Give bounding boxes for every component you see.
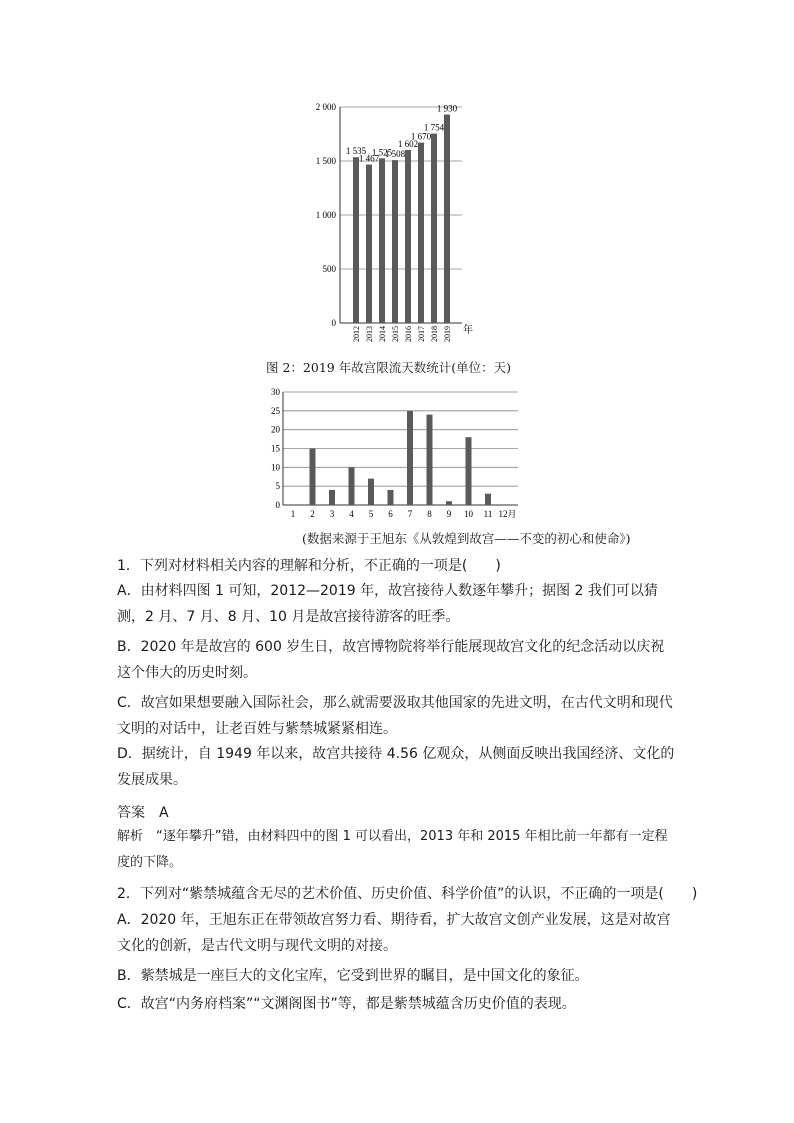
x-tick-label: 2017: [417, 326, 426, 342]
q2-option-a: A．2020 年，王旭东正在带领故宫努力看、期待看，扩大故宫文创产业发展，这是对故宫文化的创新，是古代文明与现代文明的对接。: [117, 912, 671, 954]
bar: [444, 115, 450, 323]
y-tick-label: 15: [271, 443, 280, 454]
x-tick-label: 5: [368, 509, 374, 519]
q2-stem: 2．下列对“紫禁城蕴含无尽的艺术价值、历史价值、科学价值”的认识，不正确的一项是( ): [117, 886, 698, 902]
y-tick-label: 1 000: [315, 210, 336, 220]
source-note: (数据来源于王旭东《从敦煌到故宫——不变的初心和使命》): [302, 531, 631, 546]
x-tick-label: 8: [427, 509, 432, 519]
x-tick-label: 7: [407, 509, 413, 519]
bar: [427, 415, 433, 505]
y-tick-label: 20: [271, 424, 280, 435]
y-tick-label: 2 000: [315, 102, 336, 112]
bar: [392, 160, 398, 323]
value-label: 1 602: [397, 138, 419, 149]
x-tick-label: 2019: [443, 326, 452, 342]
x-tick-label: 10: [464, 509, 473, 519]
x-tick-label: 12月: [498, 509, 517, 519]
q1-option-a: A．由材料四图 1 可知，2012—2019 年，故宫接待人数逐年攀升；据图 2 我们可以猜测，2 月、7 月、8 月、10 月是故宫接待游客的旺季。: [117, 583, 658, 625]
bar: [405, 150, 411, 323]
x-tick-label: 2018: [430, 326, 439, 342]
x-tick-label: 2016: [404, 326, 413, 342]
q1-stem: 1．下列对材料相关内容的理解和分析，不正确的一项是( ): [117, 558, 501, 574]
value-label: 1 508: [384, 149, 406, 160]
q1-answer: 答案 A: [117, 805, 169, 821]
x-tick-label: 11: [483, 509, 493, 519]
x-axis-label: 年: [463, 325, 473, 336]
q2-option-b: B．紫禁城是一座巨大的文化宝库，它受到世界的瞩目，是中国文化的象征。: [117, 968, 589, 984]
x-tick-label: 4: [349, 509, 354, 519]
bar: [418, 143, 424, 323]
charts-svg: [0, 0, 794, 560]
value-label: 1 670: [410, 131, 432, 142]
bar: [368, 479, 374, 505]
chart-limit-days-2019: [271, 387, 518, 519]
figure2-caption: 图 2：2019 年故宫限流天数统计(单位：天): [266, 360, 511, 375]
bar: [353, 157, 359, 323]
value-label: 1 930: [436, 103, 458, 114]
bar: [446, 501, 452, 505]
bar: [366, 165, 372, 323]
y-tick-label: 0: [331, 318, 336, 328]
y-tick-label: 1 500: [315, 156, 336, 166]
value-label: 1 535: [345, 146, 367, 157]
y-tick-label: 25: [271, 405, 280, 416]
bar: [349, 467, 355, 505]
y-tick-label: 5: [275, 481, 280, 492]
bar: [485, 494, 491, 505]
y-tick-label: 0: [275, 500, 280, 510]
q1-analysis: 解析 “逐年攀升”错，由材料四中的图 1 可以看出，2013 年和 2015 年相比前一年都有一定程度的下降。: [117, 829, 668, 870]
x-tick-label: 3: [329, 509, 335, 519]
chart-visitors-by-year: [316, 102, 473, 342]
bar: [310, 449, 316, 506]
x-tick-label: 6: [388, 509, 393, 519]
x-tick-label: 1: [290, 509, 296, 519]
y-tick-label: 30: [271, 387, 280, 397]
bar: [466, 437, 472, 505]
value-label: 1 467: [358, 153, 380, 164]
bar: [379, 158, 385, 323]
bar: [431, 134, 437, 323]
x-tick-label: 2014: [378, 326, 387, 342]
bar: [407, 411, 413, 505]
q2-option-c: C．故宫“内务府档案”“文渊阁图书”等，都是紫禁城蕴含历史价值的表现。: [117, 996, 576, 1012]
q1-option-d: D．据统计，自 1949 年以来，故宫共接待 4.56 亿观众，从侧面反映出我国经济、文化的发展成果。: [117, 746, 675, 788]
bar: [388, 490, 394, 505]
bar: [329, 490, 335, 505]
x-tick-label: 2012: [352, 326, 361, 342]
value-label: 1 754: [423, 122, 445, 133]
value-label: 1 525: [371, 147, 393, 158]
x-tick-label: 9: [446, 509, 452, 519]
q1-option-c: C．故宫如果想要融入国际社会，那么就需要汲取其他国家的先进文明，在古代文明和现代文明的对话中，让老百姓与紫禁城紧紧相连。: [117, 695, 673, 737]
x-tick-label: 2: [310, 509, 315, 519]
q1-option-b: B．2020 年是故宫的 600 岁生日，故宫博物院将举行能展现故宫文化的纪念活动以庆祝这个伟大的历史时刻。: [117, 639, 665, 681]
x-tick-label: 2013: [365, 326, 374, 342]
y-tick-label: 10: [271, 462, 280, 473]
y-tick-label: 500: [322, 264, 336, 274]
x-tick-label: 2015: [391, 326, 400, 342]
